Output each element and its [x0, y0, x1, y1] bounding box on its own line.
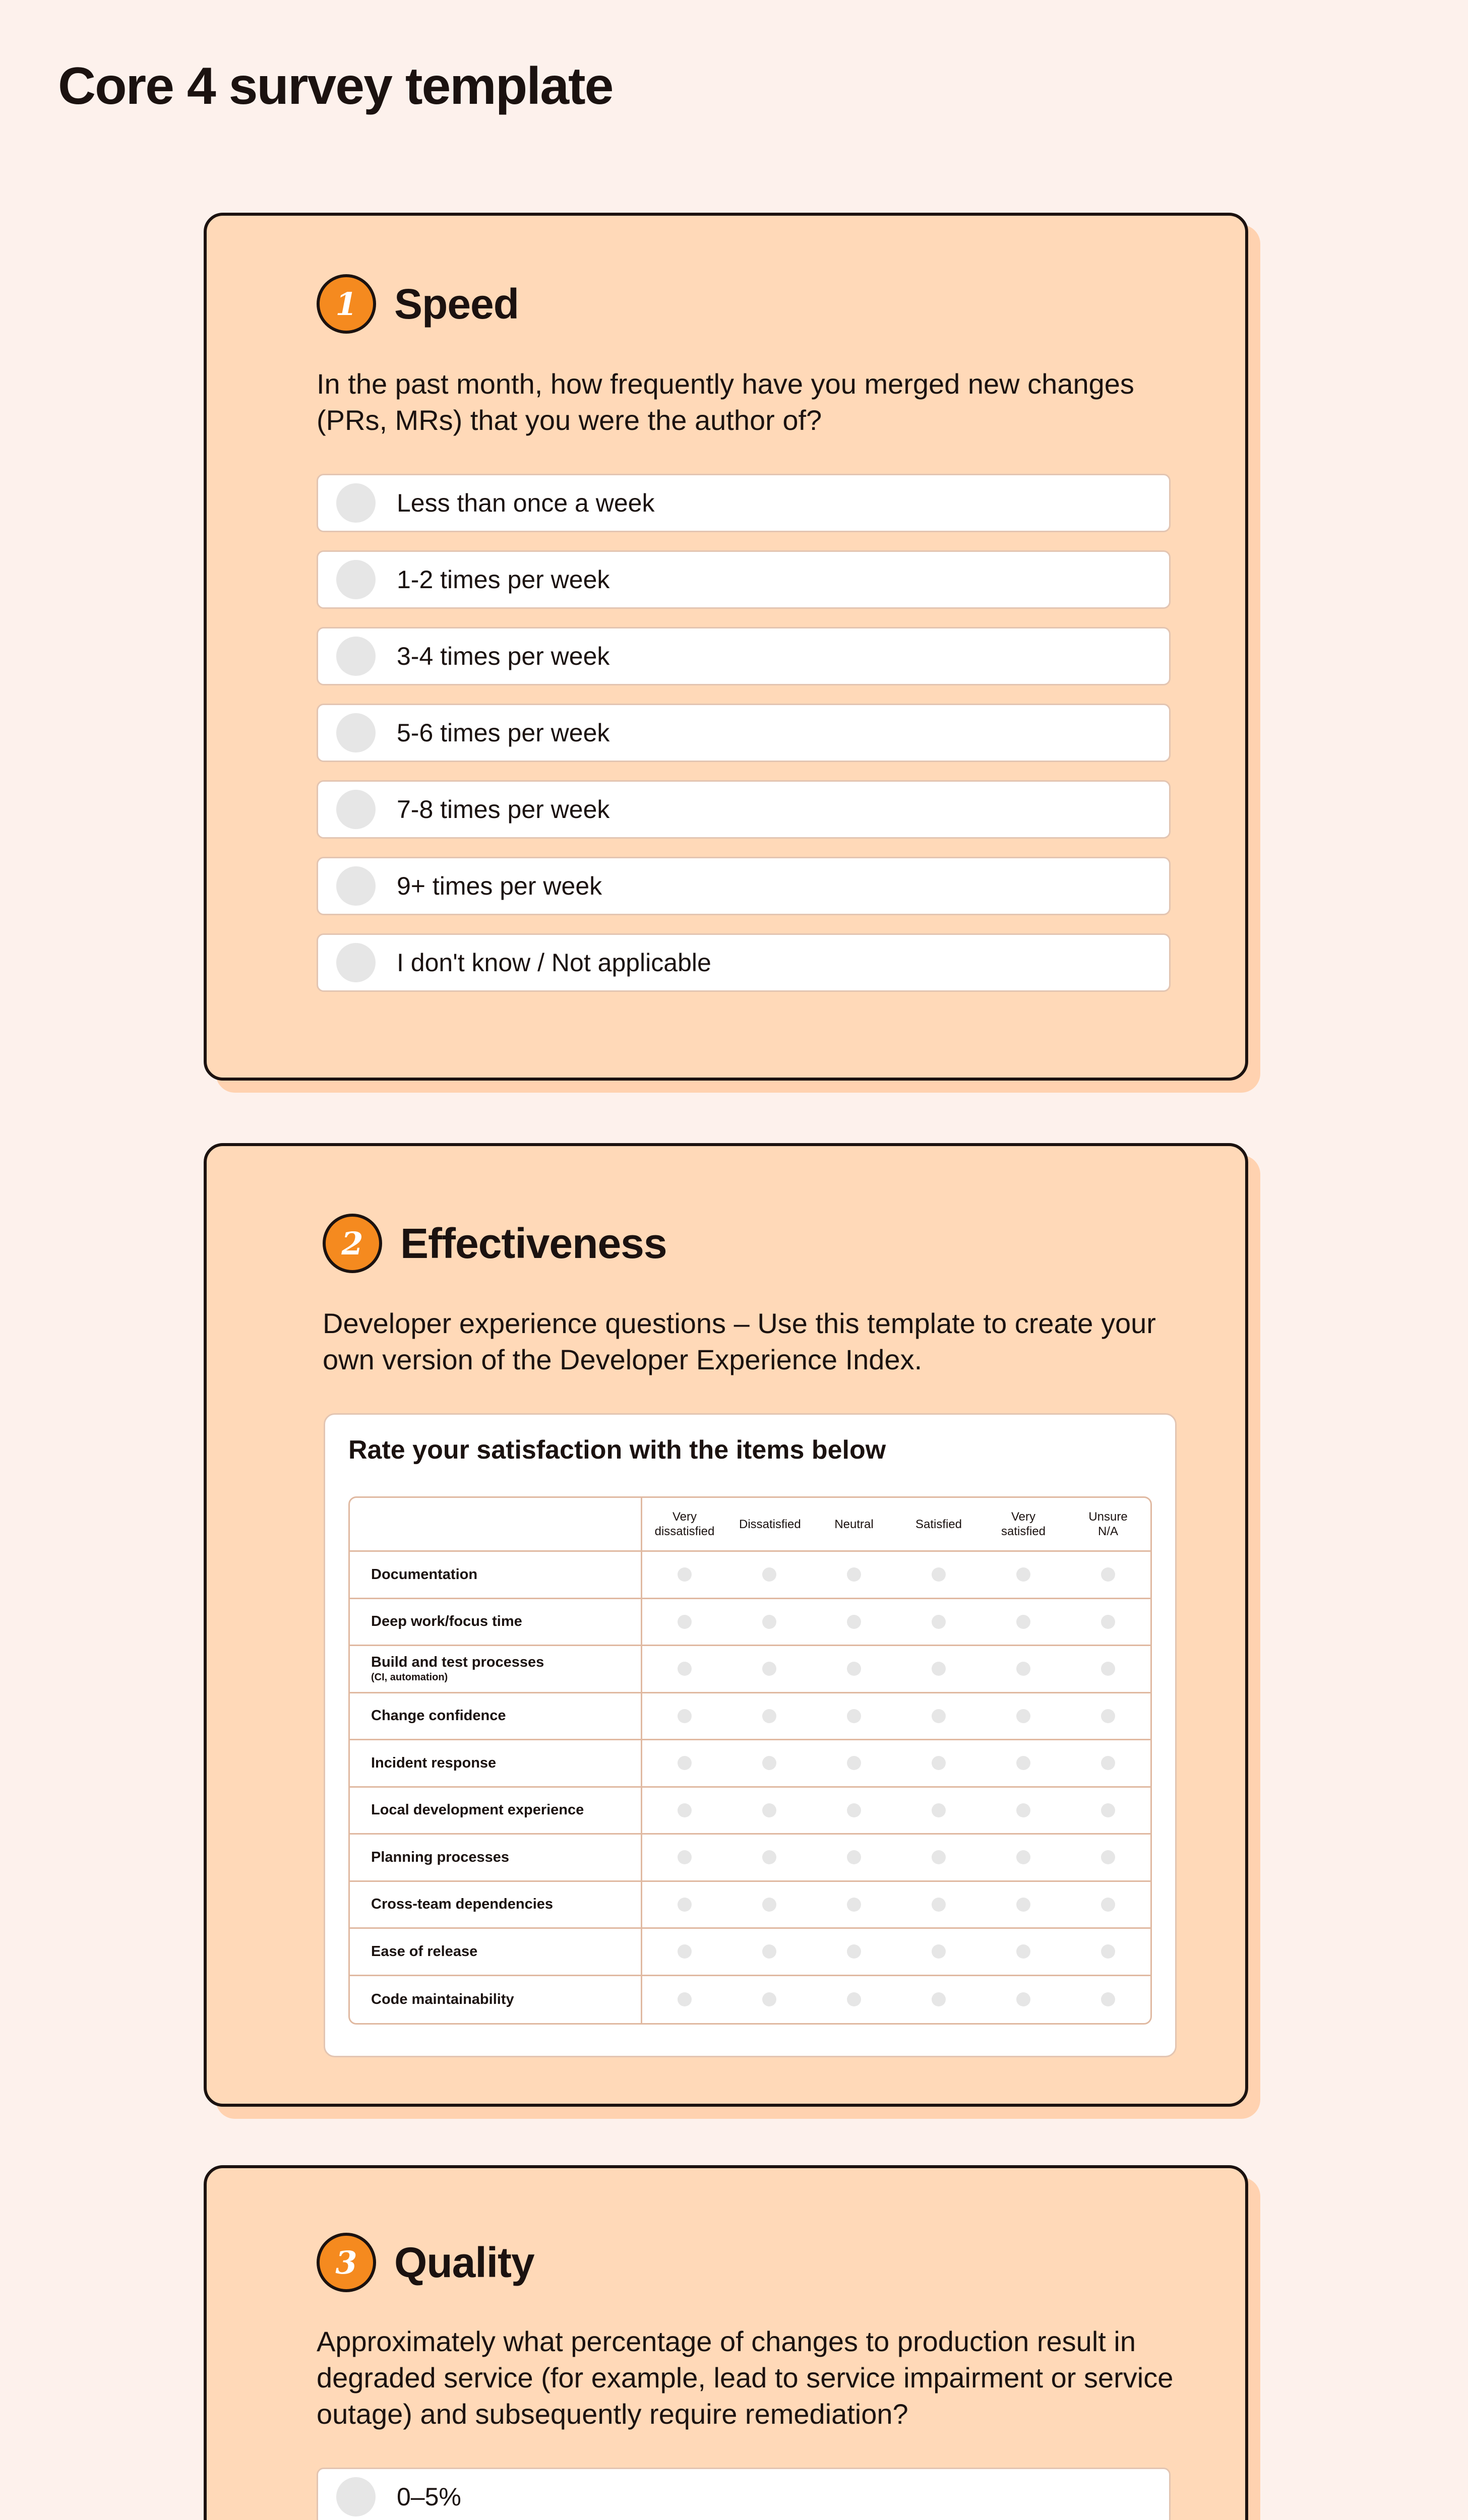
radio-button[interactable] [336, 483, 376, 523]
rating-cell [812, 1740, 896, 1786]
rating-cell [896, 1976, 981, 2024]
rating-cell [1066, 1599, 1150, 1645]
rating-radio[interactable] [932, 1567, 946, 1582]
page-title: Core 4 survey template [58, 57, 613, 115]
rating-radio[interactable] [1016, 1944, 1030, 1959]
row-label-cell [350, 1599, 642, 1645]
rating-cell [642, 1646, 727, 1692]
rating-radio[interactable] [762, 1944, 776, 1959]
radio-button[interactable] [336, 560, 376, 599]
rating-radio[interactable] [678, 1803, 692, 1817]
quality-question: Approximately what percentage of changes to production result in degraded service (for example, lead to service impairment or service outage) and subsequently require remediation? [317, 2325, 1174, 2430]
rating-cell [896, 1740, 981, 1786]
row-label: Change confidence [371, 1708, 506, 1724]
rating-cell [642, 1552, 727, 1598]
option-label: 9+ times per week [397, 872, 602, 900]
table-row [350, 1552, 1150, 1599]
row-label-cell [350, 1882, 642, 1928]
radio-button[interactable] [336, 637, 376, 676]
answer-option[interactable] [317, 627, 1171, 685]
radio-button[interactable] [336, 943, 376, 982]
rating-cell [642, 1882, 727, 1928]
rating-cell [727, 1882, 812, 1928]
radio-button[interactable] [336, 790, 376, 829]
column-header [727, 1498, 812, 1550]
rating-radio[interactable] [762, 1850, 776, 1864]
option-label: I don't know / Not applicable [397, 949, 711, 977]
rating-cell [727, 1976, 812, 2024]
rating-radio[interactable] [1101, 1662, 1115, 1676]
rating-cell [642, 1788, 727, 1834]
answer-option[interactable] [317, 704, 1171, 762]
rating-cell [812, 1693, 896, 1739]
table-row [350, 1646, 1150, 1693]
rating-radio[interactable] [1016, 1898, 1030, 1912]
rating-cell [642, 1835, 727, 1880]
rating-cell [896, 1646, 981, 1692]
rating-radio[interactable] [678, 1850, 692, 1864]
section-number-badge: 1 [317, 274, 376, 334]
column-header [812, 1498, 896, 1550]
table-row [350, 1929, 1150, 1976]
effectiveness-header [323, 1214, 667, 1273]
rating-radio[interactable] [847, 1803, 861, 1817]
answer-option[interactable] [317, 933, 1171, 992]
rating-radio[interactable] [932, 1992, 946, 2006]
row-label-cell [350, 1693, 642, 1739]
rating-radio[interactable] [678, 1615, 692, 1629]
row-label: Code maintainability [371, 1991, 514, 2007]
row-label: Build and test processes [371, 1654, 544, 1671]
answer-option[interactable] [317, 2468, 1171, 2520]
rating-radio[interactable] [678, 1944, 692, 1959]
section-number-badge: 3 [317, 2233, 376, 2292]
column-header [642, 1498, 727, 1550]
section-number-badge: 2 [323, 1214, 382, 1273]
table-header-blank [350, 1498, 642, 1550]
rating-radio[interactable] [847, 1567, 861, 1582]
rating-cell [896, 1929, 981, 1975]
option-label: 7-8 times per week [397, 795, 610, 824]
rating-cell [981, 1835, 1066, 1880]
rating-cell [812, 1882, 896, 1928]
rating-radio[interactable] [847, 1756, 861, 1770]
rating-cell [812, 1552, 896, 1598]
rating-radio[interactable] [678, 1898, 692, 1912]
rating-radio[interactable] [762, 1567, 776, 1582]
rating-radio[interactable] [932, 1615, 946, 1629]
rating-cell [1066, 1552, 1150, 1598]
quality-options [317, 2468, 1171, 2520]
rating-radio[interactable] [932, 1898, 946, 1912]
rating-radio[interactable] [678, 1756, 692, 1770]
row-label: Documentation [371, 1566, 478, 1583]
rating-cell [1066, 1788, 1150, 1834]
rating-radio[interactable] [932, 1756, 946, 1770]
row-label: Ease of release [371, 1943, 478, 1960]
rating-radio[interactable] [678, 1662, 692, 1676]
quality-section [204, 2165, 1248, 2520]
table-row [350, 1835, 1150, 1882]
rating-cell [727, 1835, 812, 1880]
rating-cell [981, 1693, 1066, 1739]
rating-radio[interactable] [1101, 1944, 1115, 1959]
rating-cell [727, 1693, 812, 1739]
rating-cell [896, 1599, 981, 1645]
rating-cell [896, 1835, 981, 1880]
satisfaction-table-card [324, 1413, 1177, 2057]
rating-radio[interactable] [847, 1709, 861, 1723]
option-label: Less than once a week [397, 489, 655, 517]
rating-radio[interactable] [932, 1709, 946, 1723]
answer-option[interactable] [317, 857, 1171, 915]
rating-radio[interactable] [932, 1944, 946, 1959]
rating-radio[interactable] [1016, 1992, 1030, 2006]
rating-radio[interactable] [1101, 1709, 1115, 1723]
speed-section [204, 213, 1248, 1081]
option-label: 0–5% [397, 2483, 461, 2511]
rating-cell [981, 1740, 1066, 1786]
rating-radio[interactable] [762, 1803, 776, 1817]
rating-cell [727, 1929, 812, 1975]
table-row [350, 1740, 1150, 1788]
rating-cell [812, 1599, 896, 1645]
row-label: Deep work/focus time [371, 1613, 522, 1630]
column-header-label: Neutral [834, 1517, 874, 1531]
rating-radio[interactable] [1101, 1992, 1115, 2006]
satisfaction-table [348, 1496, 1152, 2025]
table-row [350, 1976, 1150, 2024]
rating-cell [1066, 1976, 1150, 2024]
rating-radio[interactable] [847, 1944, 861, 1959]
column-header-label: Unsure N/A [1088, 1510, 1128, 1538]
rating-cell [981, 1552, 1066, 1598]
rating-cell [896, 1693, 981, 1739]
rating-cell [981, 1788, 1066, 1834]
rating-radio[interactable] [1101, 1803, 1115, 1817]
section-title: Quality [394, 2238, 534, 2286]
rating-radio[interactable] [847, 1992, 861, 2006]
rating-radio[interactable] [847, 1898, 861, 1912]
radio-button[interactable] [336, 866, 376, 906]
row-label-cell [350, 1835, 642, 1880]
column-header-label: Dissatisfied [739, 1517, 801, 1531]
section-title: Speed [394, 280, 519, 328]
quality-header [317, 2233, 534, 2292]
rating-radio[interactable] [1101, 1756, 1115, 1770]
rating-radio[interactable] [1101, 1898, 1115, 1912]
rating-radio[interactable] [678, 1992, 692, 2006]
rating-radio[interactable] [762, 1662, 776, 1676]
rating-radio[interactable] [762, 1992, 776, 2006]
rating-radio[interactable] [1016, 1567, 1030, 1582]
column-header [981, 1498, 1066, 1550]
option-label: 1-2 times per week [397, 565, 610, 594]
rating-radio[interactable] [1016, 1709, 1030, 1723]
rating-cell [896, 1552, 981, 1598]
row-label: Incident response [371, 1754, 497, 1771]
table-header-row [350, 1498, 1150, 1552]
row-label-cell [350, 1976, 642, 2024]
column-header-label: Very dissatisfied [654, 1510, 715, 1538]
radio-button[interactable] [336, 2477, 376, 2516]
rating-radio[interactable] [762, 1756, 776, 1770]
rating-radio[interactable] [1016, 1756, 1030, 1770]
rating-radio[interactable] [1101, 1615, 1115, 1629]
rating-cell [1066, 1740, 1150, 1786]
option-label: 3-4 times per week [397, 642, 610, 670]
row-sublabel: (CI, automation) [371, 1672, 448, 1683]
table-row [350, 1882, 1150, 1929]
row-label: Local development experience [371, 1802, 584, 1818]
column-header-label: Satisfied [915, 1517, 962, 1531]
effectiveness-question: Developer experience questions – Use this template to create your own version of the Developer Experience Index. [323, 1307, 1156, 1375]
rating-cell [896, 1788, 981, 1834]
rating-radio[interactable] [1016, 1803, 1030, 1817]
answer-option[interactable] [317, 474, 1171, 532]
rating-cell [812, 1835, 896, 1880]
rating-cell [642, 1693, 727, 1739]
answer-option[interactable] [317, 550, 1171, 609]
rating-radio[interactable] [847, 1662, 861, 1676]
rating-radio[interactable] [762, 1709, 776, 1723]
speed-options [317, 474, 1171, 1010]
table-title: Rate your satisfaction with the items below [348, 1435, 886, 1465]
rating-cell [896, 1882, 981, 1928]
row-label-cell [350, 1740, 642, 1786]
rating-cell [981, 1599, 1066, 1645]
rating-radio[interactable] [932, 1803, 946, 1817]
rating-cell [812, 1788, 896, 1834]
rating-radio[interactable] [1016, 1850, 1030, 1864]
row-label-cell [350, 1552, 642, 1598]
rating-radio[interactable] [932, 1662, 946, 1676]
rating-cell [642, 1740, 727, 1786]
option-label: 5-6 times per week [397, 719, 610, 747]
row-label: Planning processes [371, 1849, 509, 1865]
rating-cell [727, 1788, 812, 1834]
rating-radio[interactable] [932, 1850, 946, 1864]
rating-cell [642, 1599, 727, 1645]
rating-radio[interactable] [1016, 1615, 1030, 1629]
rating-cell [812, 1929, 896, 1975]
rating-cell [1066, 1882, 1150, 1928]
effectiveness-section [204, 1143, 1248, 2107]
rating-cell [642, 1929, 727, 1975]
radio-button[interactable] [336, 713, 376, 752]
column-header-label: Very satisfied [1001, 1510, 1046, 1538]
rating-cell [981, 1882, 1066, 1928]
table-row [350, 1693, 1150, 1741]
rating-radio[interactable] [847, 1850, 861, 1864]
rating-cell [1066, 1646, 1150, 1692]
rating-cell [642, 1976, 727, 2024]
row-label-cell [350, 1929, 642, 1975]
rating-cell [812, 1976, 896, 2024]
answer-option[interactable] [317, 780, 1171, 839]
rating-radio[interactable] [678, 1567, 692, 1582]
rating-cell [1066, 1929, 1150, 1975]
rating-cell [1066, 1693, 1150, 1739]
rating-radio[interactable] [762, 1898, 776, 1912]
rating-cell [981, 1976, 1066, 2024]
rating-radio[interactable] [1101, 1850, 1115, 1864]
rating-cell [1066, 1835, 1150, 1880]
column-header [896, 1498, 981, 1550]
rating-radio[interactable] [678, 1709, 692, 1723]
rating-radio[interactable] [847, 1615, 861, 1629]
rating-cell [981, 1929, 1066, 1975]
rating-cell [727, 1740, 812, 1786]
rating-cell [812, 1646, 896, 1692]
row-label-cell [350, 1646, 642, 1692]
table-row [350, 1599, 1150, 1647]
speed-header [317, 274, 519, 334]
column-header [1066, 1498, 1150, 1550]
speed-question: In the past month, how frequently have you merged new changes (PRs, MRs) that you were the author of? [317, 368, 1134, 436]
rating-cell [727, 1552, 812, 1598]
row-label-cell [350, 1788, 642, 1834]
section-title: Effectiveness [400, 1219, 667, 1267]
rating-cell [727, 1646, 812, 1692]
rating-radio[interactable] [762, 1615, 776, 1629]
table-row [350, 1788, 1150, 1835]
row-label: Cross-team dependencies [371, 1896, 554, 1913]
rating-radio[interactable] [1016, 1662, 1030, 1676]
rating-radio[interactable] [1101, 1567, 1115, 1582]
rating-cell [727, 1599, 812, 1645]
rating-cell [981, 1646, 1066, 1692]
